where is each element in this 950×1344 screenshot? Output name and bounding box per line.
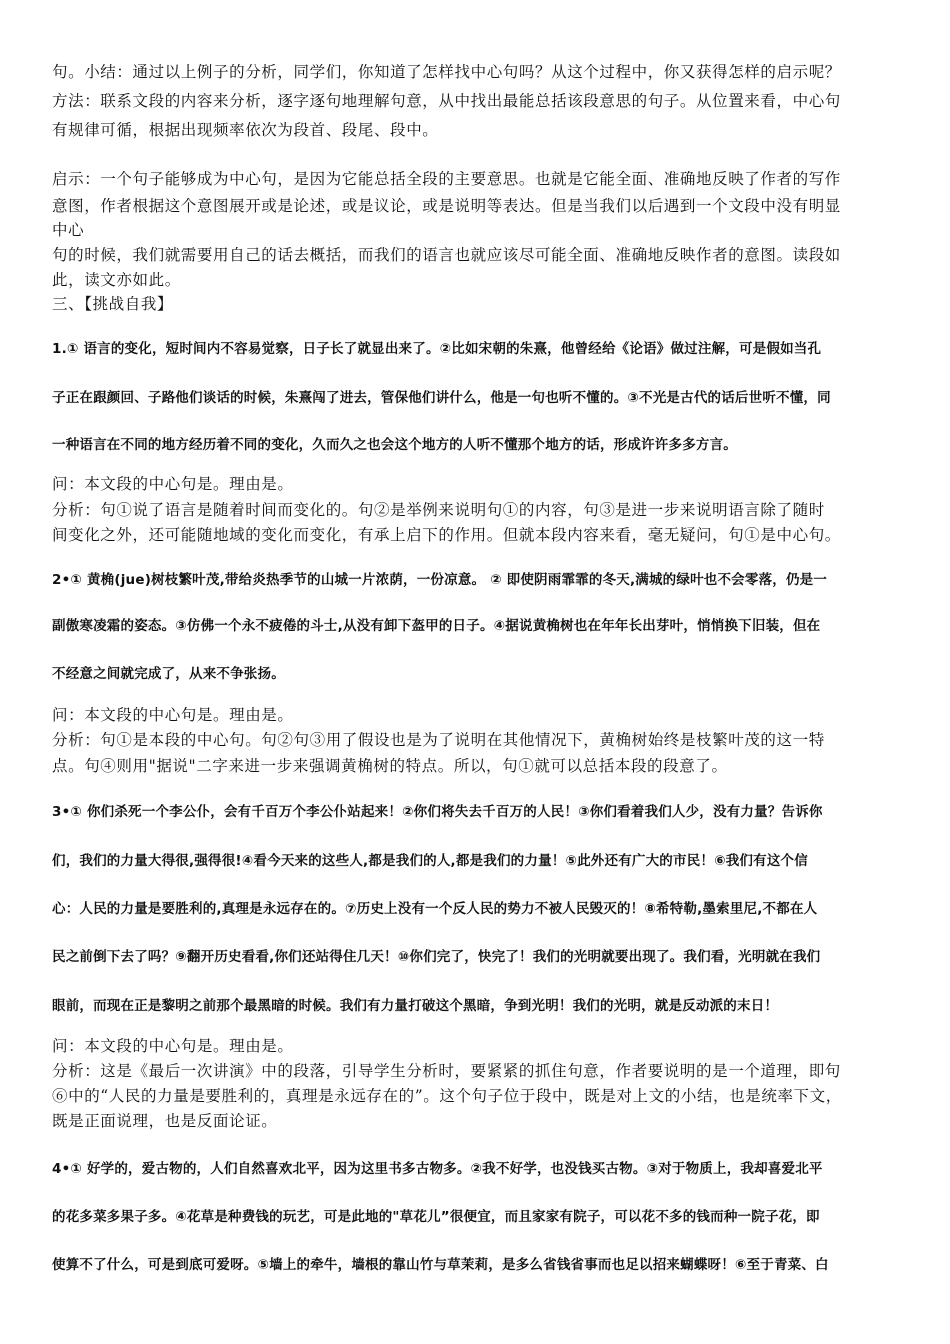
exercise-2-line-1: 2•① 黄桷(jue)树枝繁叶茂,带给炎热季节的山城一片浓荫，一份凉意。 ② 即使阴雨霏霏的冬天,满城的绿叶也不会零落，仍是一 (52, 572, 828, 588)
exercise-1-analysis-2: 间变化之外，还可能随地域的变化而变化，有承上启下的作用。但就本段内容来看，毫无疑问，句①是中心句。 (52, 526, 841, 544)
insight-line-1: 启示：一个句子能够成为中心句，是因为它能总括全段的主要意思。也就是它能全面、准确地反映了作者的写作 (52, 170, 841, 188)
exercise-3-question: 问：本文段的中心句是。理由是。 (52, 1037, 294, 1055)
exercise-3-line-4: 民之前倒下去了吗？⑨翻开历史看看,你们还站得住几天！⑩你们完了，快完了！我们的光明就要出现了。我们看，光明就在我们 (52, 949, 821, 965)
exercise-3-analysis-1: 分析：这是《最后一次讲演》中的段落，引导学生分析时，要紧紧的抓住句意，作者要说明的是一个道理，即句 (52, 1062, 841, 1080)
section-heading: 三、【挑战自我】 (52, 295, 174, 313)
exercise-4-line-2: 的花多菜多果子多。④花草是种费钱的玩艺，可是此地的"草花儿”很便宜，而且家家有院子，可以花不多的钱而种一院子花，即 (52, 1209, 820, 1225)
intro-line-3: 有规律可循，根据出现频率依次为段首、段尾、段中。 (52, 121, 439, 139)
exercise-3-analysis-2: ⑥中的“人民的力量是要胜利的，真理是永远存在的”。这个句子位于段中，既是对上文的小结，也是统率下文， (52, 1087, 842, 1105)
exercise-2-line-3: 不经意之间就完成了，从来不争张扬。 (52, 666, 285, 682)
insight-line-5: 此，读文亦如此。 (52, 271, 181, 289)
exercise-4-line-3: 使算不了什么，可是到底可爱呀。⑤墙上的牵牛，墙根的靠山竹与草茉莉，是多么省钱省事而也足以招来蝴蝶呀！⑥至于青菜、白 (52, 1257, 829, 1273)
exercise-2-line-2: 副傲寒凌霜的姿态。③仿佛一个永不疲倦的斗士,从没有卸下盔甲的日子。④据说黄桷树也在年年长出芽叶，悄悄换下旧装，但在 (52, 618, 821, 634)
insight-line-4: 句的时候，我们就需要用自己的话去概括，而我们的语言也就应该尽可能全面、准确地反映作者的意图。读段如 (52, 246, 841, 264)
insight-line-2: 意图，作者根据这个意图展开或是论述，或是议论，或是说明等表达。但是当我们以后遇到一个文段中没有明显 (52, 197, 841, 215)
intro-line-2: 方法：联系文段的内容来分析，逐字逐句地理解句意，从中找出最能总括该段意思的句子。从位置来看，中心句 (52, 92, 841, 110)
exercise-1-line-3: 一种语言在不同的地方经历着不同的变化，久而久之也会这个地方的人听不懂那个地方的话，形成许许多多方言。 (52, 437, 737, 453)
exercise-3-line-5: 眼前，而现在正是黎明之前那个最黑暗的时候。我们有力量打破这个黑暗，争到光明！我们的光明，就是反动派的末日！ (52, 998, 779, 1014)
exercise-4-line-1: 4•① 好学的，爱古物的，人们自然喜欢北平，因为这里书多古物多。②我不好学，也没钱买古物。③对于物质上，我却喜爱北平 (52, 1161, 823, 1177)
exercise-3-line-1: 3•① 你们杀死一个李公仆，会有千百万个李公仆站起来！②你们将失去千百万的人民！③你们看着我们人少，没有力量？告诉你 (52, 804, 823, 820)
exercise-2-analysis-1: 分析：句①是本段的中心句。句②句③用了假设也是为了说明在其他情况下，黄桷树始终是枝繁叶茂的这一特 (52, 731, 825, 749)
exercise-3-line-2: 们，我们的力量大得很,强得很!④看今天来的这些人,都是我们的人,都是我们的力量！⑤此外还有广大的市民！⑥我们有这个信 (52, 853, 808, 869)
exercise-2-analysis-2: 点。句④则用"据说"二字来进一步来强调黄桷树的特点。所以，句①就可以总括本段的段意了。 (52, 757, 728, 775)
exercise-2-question: 问：本文段的中心句是。理由是。 (52, 706, 294, 724)
insight-line-3: 中心 (52, 221, 85, 239)
exercise-1-question: 问：本文段的中心句是。理由是。 (52, 475, 294, 493)
exercise-1-line-2: 子正在跟颜回、子路他们谈话的时候，朱熹闯了进去，管保他们讲什么，他是一句也听不懂的。③不光是古代的话后世听不懂，同 (52, 390, 831, 406)
exercise-3-line-3: 心：人民的力量是要胜利的,真理是永远存在的。⑦历史上没有一个反人民的势力不被人民毁灭的！⑧希特勒,墨索里尼,不都在人 (52, 901, 818, 917)
exercise-1-analysis-1: 分析：句①说了语言是随着时间而变化的。句②是举例来说明句①的内容，句③是进一步来说明语言除了随时 (52, 501, 825, 519)
exercise-1-line-1: 1.① 语言的变化，短时间内不容易觉察，日子长了就显出来了。②比如宋朝的朱熹，他曾经给《论语》做过注解，可是假如当孔 (52, 341, 822, 357)
exercise-3-analysis-3: 既是正面说理，也是反面论证。 (52, 1112, 278, 1130)
intro-line-1: 句。小结：通过以上例子的分析，同学们，你知道了怎样找中心句吗？从这个过程中，你又获得怎样的启示呢？ (52, 63, 841, 81)
